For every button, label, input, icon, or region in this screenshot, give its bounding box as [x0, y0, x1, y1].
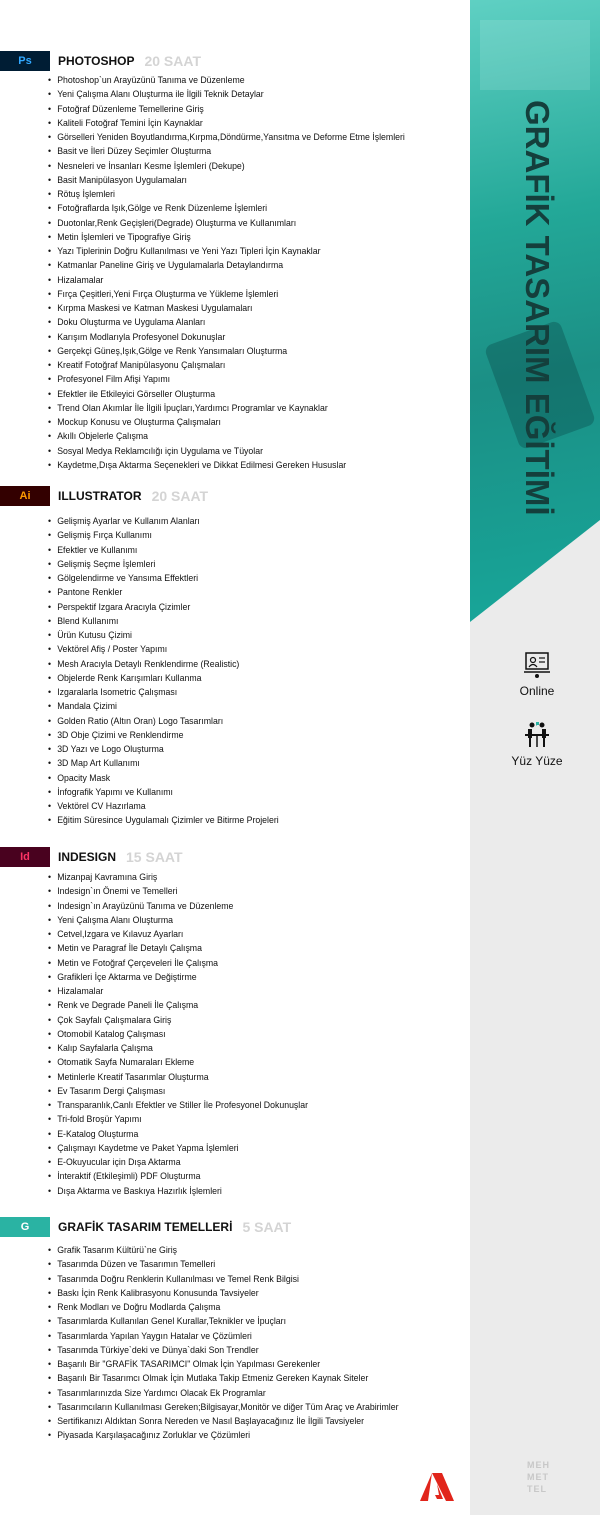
topic-item: • Tasarımlarda Kullanılan Genel Kurallar,Teknikler ve İpuçları [48, 1315, 399, 1329]
topic-item: • Tasarımlarınızda Size Yardımcı Olacak Ek Programlar [48, 1387, 399, 1401]
topic-item: • Renk ve Degrade Paneli İle Çalışma [48, 999, 308, 1013]
section-header-design-basics [0, 1217, 291, 1237]
topic-item: • Kreatif Fotoğraf Manipülasyonu Çalışmaları [48, 359, 405, 373]
topic-item: • Hizalamalar [48, 274, 405, 288]
topic-item: • Indesign`ın Önemi ve Temelleri [48, 885, 308, 899]
topic-item: • Dışa Aktarma ve Baskıya Hazırlık İşlemleri [48, 1185, 308, 1199]
topic-item: • Gölgelendirme ve Yansıma Effektleri [48, 572, 279, 586]
topic-item: • Katmanlar Paneline Giriş ve Uygulamalarla Detaylandırma [48, 259, 405, 273]
topic-item: • Efektler ile Etkileyici Görseller Oluşturma [48, 388, 405, 402]
topic-item: • Mandala Çizimi [48, 700, 279, 714]
photoshop-badge: Ps [0, 51, 50, 71]
topic-item: • Piyasada Karşılaşacağınız Zorluklar ve Çözümleri [48, 1429, 399, 1443]
topic-item: • Sertifikanızı Aldıktan Sonra Nereden ve Nasıl Başlayacağınız İle İlgili Tavsiyeler [48, 1415, 399, 1429]
topic-item: • Pantone Renkler [48, 586, 279, 600]
topic-item: • Kırpma Maskesi ve Katman Maskesi Uygulamaları [48, 302, 405, 316]
topic-item: • Basit Manipülasyon Uygulamaları [48, 174, 405, 188]
topic-item: • Fırça Çeşitleri,Yeni Fırça Oluşturma ve Yükleme İşlemleri [48, 288, 405, 302]
topic-item: • Kaliteli Fotoğraf Temini İçin Kaynaklar [48, 117, 405, 131]
topic-item: • Rötuş İşlemleri [48, 188, 405, 202]
topic-item: • Vektörel Afiş / Poster Yapımı [48, 643, 279, 657]
topic-item: • İnfografik Yapımı ve Kullanımı [48, 786, 279, 800]
section-title: INDESIGN [58, 850, 117, 864]
topic-item: • Eğitim Süresince Uygulamalı Çizimler ve Bitirme Projeleri [48, 814, 279, 828]
topic-item: • Doku Oluşturma ve Uygulama Alanları [48, 316, 405, 330]
topic-item: • Cetvel,Izgara ve Kılavuz Ayarları [48, 928, 308, 942]
topic-item: • Renk Modları ve Doğru Modlarda Çalışma [48, 1301, 399, 1315]
topic-item: • Sosyal Medya Reklamcılığı için Uygulama ve Tüyolar [48, 445, 405, 459]
topic-item: • İnteraktif (Etkileşimli) PDF Oluşturma [48, 1170, 308, 1184]
topic-item: • Gelişmiş Ayarlar ve Kullanım Alanları [48, 515, 279, 529]
topic-item: • Perspektif Izgara Aracıyla Çizimler [48, 601, 279, 615]
topic-item: • Opacity Mask [48, 772, 279, 786]
topic-item: • Tasarımda Düzen ve Tasarımın Temelleri [48, 1258, 399, 1272]
mode-online [497, 650, 577, 698]
section-header-photoshop [0, 51, 201, 71]
topic-item: • Trend Olan Akımlar İle İlgili İpuçları,Yardımcı Programlar ve Kaynaklar [48, 402, 405, 416]
section-header-indesign [0, 847, 183, 867]
topic-item: • Mockup Konusu ve Oluşturma Çalışmaları [48, 416, 405, 430]
topic-item: • Kaydetme,Dışa Aktarma Seçenekleri ve Dikkat Edilmesi Gereken Hususlar [48, 459, 405, 473]
topic-item: • Akıllı Objelerle Çalışma [48, 430, 405, 444]
design-basics-badge: G [0, 1217, 50, 1237]
mode-face-to-face-label: Yüz Yüze [511, 754, 563, 768]
topic-item: • Tasarımda Doğru Renklerin Kullanılması ve Temel Renk Bilgisi [48, 1273, 399, 1287]
topic-item: • Tasarımlarda Yapılan Yaygın Hatalar ve Çözümleri [48, 1330, 399, 1344]
adobe-logo-icon [420, 1472, 454, 1502]
topic-item: • Tasarımda Türkiye`deki ve Dünya`daki Son Trendler [48, 1344, 399, 1358]
section-hours: 20 SAAT [151, 488, 209, 504]
topic-item: • E-Katalog Oluşturma [48, 1128, 308, 1142]
topic-item: • Baskı İçin Renk Kalibrasyonu Konusunda Tavsiyeler [48, 1287, 399, 1301]
topic-item: • Blend Kullanımı [48, 615, 279, 629]
topic-item: • Indesign`ın Arayüzünü Tanıma ve Düzenleme [48, 900, 308, 914]
topic-item: • Golden Ratio (Altın Oran) Logo Tasarımları [48, 715, 279, 729]
watermark-line: MEH [527, 1460, 550, 1470]
topic-item: • Metin İşlemleri ve Tipografiye Giriş [48, 231, 405, 245]
topic-item: • Fotoğraflarda Işık,Gölge ve Renk Düzenleme İşlemleri [48, 202, 405, 216]
topic-item: • Grafikleri İçe Aktarma ve Değiştirme [48, 971, 308, 985]
topic-item: • Objelerde Renk Karışımları Kullanma [48, 672, 279, 686]
section-title: ILLUSTRATOR [58, 489, 142, 503]
topic-list-design-basics [48, 1244, 429, 1444]
topic-item: • Photoshop`un Arayüzünü Tanıma ve Düzenleme [48, 74, 405, 88]
topic-item: • Izgaralarla Isometric Çalışması [48, 686, 279, 700]
topic-item: • E-Okuyucular için Dışa Aktarma [48, 1156, 308, 1170]
topic-item: • Duotonlar,Renk Geçişleri(Degrade) Oluşturma ve Kullanımları [48, 217, 405, 231]
adobe-logo [420, 1472, 454, 1507]
section-title: GRAFİK TASARIM TEMELLERİ [58, 1220, 233, 1234]
topic-item: • Otomobil Katalog Çalışması [48, 1028, 308, 1042]
topic-item: • 3D Map Art Kullanımı [48, 757, 279, 771]
topic-item: • 3D Obje Çizimi ve Renklendirme [48, 729, 279, 743]
topic-item: • Otomatik Sayfa Numaraları Ekleme [48, 1056, 308, 1070]
watermark [527, 1459, 550, 1495]
topic-item: • Tri-fold Broşür Yapımı [48, 1113, 308, 1127]
topic-item: • Transparanlık,Canlı Efektler ve Stiller İle Profesyonel Dokunuşlar [48, 1099, 308, 1113]
topic-item: • Görselleri Yeniden Boyutlandırma,Kırpma,Döndürme,Yansıtma ve Deforme Etme İşlemleri [48, 131, 405, 145]
indesign-badge: Id [0, 847, 50, 867]
section-header-illustrator [0, 486, 208, 506]
mode-face-to-face [497, 720, 577, 768]
watermark-line: MET [527, 1472, 549, 1482]
topic-item: • Kalıp Sayfalarla Çalışma [48, 1042, 308, 1056]
topic-item: • Metin ve Paragraf İle Detaylı Çalışma [48, 942, 308, 956]
topic-item: • Fotoğraf Düzenleme Temellerine Giriş [48, 103, 405, 117]
section-hours: 15 SAAT [126, 849, 183, 865]
topic-list-indesign [48, 871, 331, 1199]
topic-item: • Yeni Çalışma Alanı Oluşturma ile İlgili Teknik Detaylar [48, 88, 405, 102]
illustrator-badge: Ai [0, 486, 50, 506]
section-hours: 20 SAAT [144, 53, 202, 69]
topic-item: • Ürün Kutusu Çizimi [48, 629, 279, 643]
topic-item: • Metin ve Fotoğraf Çerçeveleri İle Çalışma [48, 957, 308, 971]
topic-item: • Grafik Tasarım Kültürü`ne Giriş [48, 1244, 399, 1258]
topic-item: • Profesyonel Film Afişi Yapımı [48, 373, 405, 387]
mode-online-label: Online [519, 684, 555, 698]
topic-item: • Mizanpaj Kavramına Giriş [48, 871, 308, 885]
topic-item: • Metinlerle Kreatif Tasarımlar Oluşturma [48, 1071, 308, 1085]
section-title: PHOTOSHOP [58, 54, 135, 68]
topic-item: • Gelişmiş Seçme İşlemleri [48, 558, 279, 572]
topic-list-illustrator [48, 515, 299, 829]
face-to-face-icon [522, 720, 552, 750]
topic-item: • Gelişmiş Fırça Kullanımı [48, 529, 279, 543]
topic-item: • Yazı Tiplerinin Doğru Kullanılması ve Yeni Yazı Tipleri İçin Kaynaklar [48, 245, 405, 259]
topic-item: • Yeni Çalışma Alanı Oluşturma [48, 914, 308, 928]
topic-item: • Mesh Aracıyla Detaylı Renklendirme (Realistic) [48, 658, 279, 672]
topic-item: • Başarılı Bir "GRAFİK TASARIMCI" Olmak İçin Yapılması Gerekenler [48, 1358, 399, 1372]
topic-item: • Basit ve İleri Düzey Seçimler Oluşturma [48, 145, 405, 159]
topic-item: • Ev Tasarım Dergi Çalışması [48, 1085, 308, 1099]
topic-item: • Hizalamalar [48, 985, 308, 999]
topic-item: • Efektler ve Kullanımı [48, 544, 279, 558]
topic-item: • Tasarımcıların Kullanılması Gereken;Bilgisayar,Monitör ve diğer Tüm Araç ve Arabirimler [48, 1401, 399, 1415]
topic-item: • Başarılı Bir Tasarımcı Olmak İçin Mutlaka Takip Etmeniz Gereken Kaynak Siteler [48, 1372, 399, 1386]
topic-item: • 3D Yazı ve Logo Oluşturma [48, 743, 279, 757]
topic-item: • Çok Sayfalı Çalışmalara Giriş [48, 1014, 308, 1028]
online-class-icon [522, 650, 552, 680]
topic-item: • Karışım Modlarıyla Profesyonel Dokunuşlar [48, 331, 405, 345]
course-title: GRAFİK TASARIM EĞİTİMİ [519, 100, 556, 516]
topic-item: • Çalışmayı Kaydetme ve Paket Yapma İşlemleri [48, 1142, 308, 1156]
photo-monitor-shape [480, 20, 590, 90]
topic-item: • Vektörel CV Hazırlama [48, 800, 279, 814]
topic-item: • Nesneleri ve İnsanları Kesme İşlemleri (Dekupe) [48, 160, 405, 174]
watermark-line: TEL [527, 1484, 547, 1494]
section-hours: 5 SAAT [242, 1219, 292, 1235]
topic-list-photoshop [48, 74, 436, 473]
topic-item: • Gerçekçi Güneş,Işık,Gölge ve Renk Yansımaları Oluşturma [48, 345, 405, 359]
